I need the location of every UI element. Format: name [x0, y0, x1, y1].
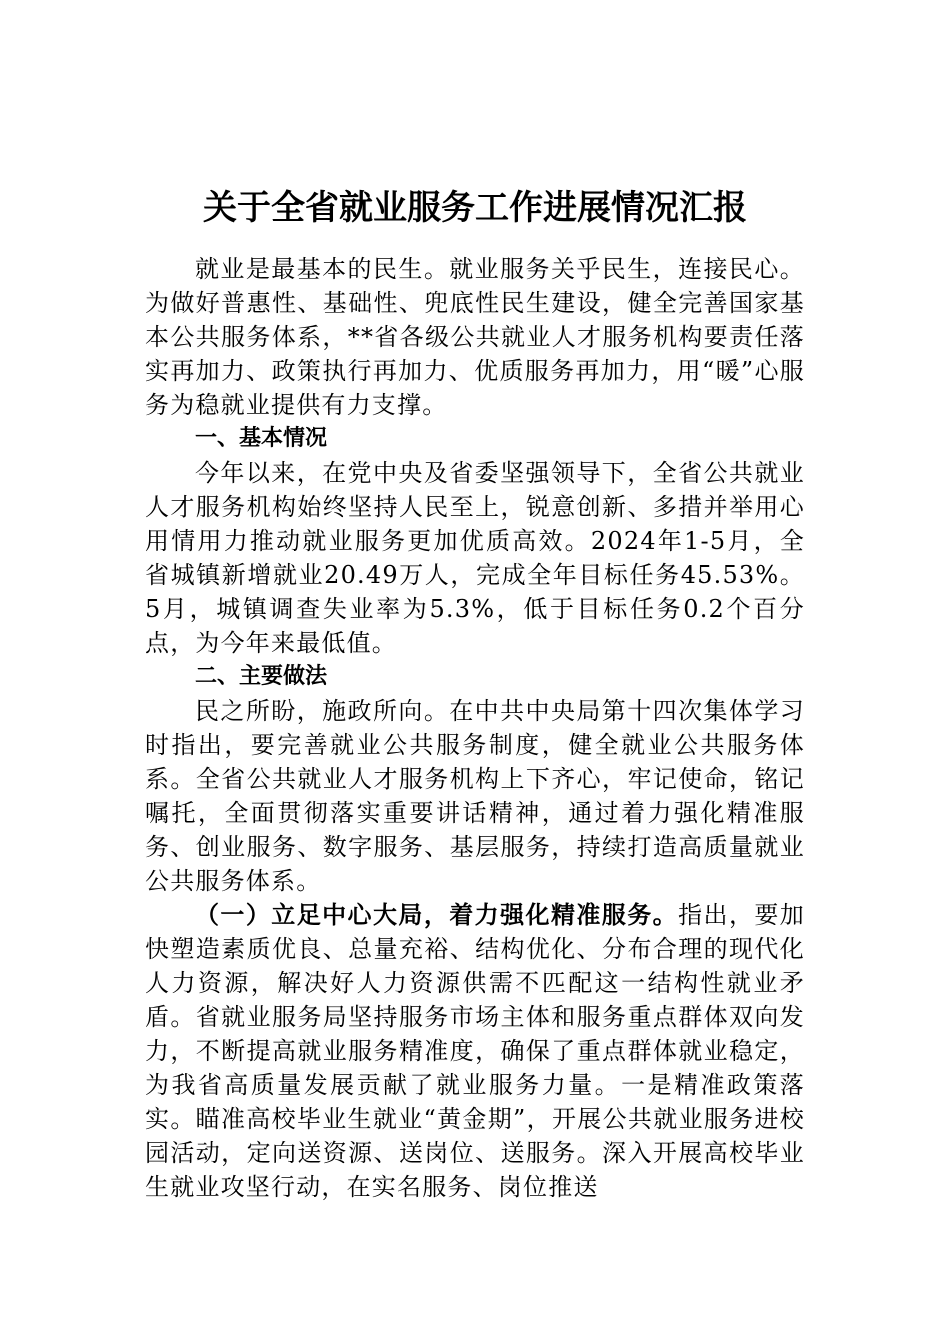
intro-paragraph: 就业是最基本的民生。就业服务关乎民生，连接民心。为做好普惠性、基础性、兜底性民生建设，健全完善国家基本公共服务体系，**省各级公共就业人才服务机构要责任落实再加力、政策执行再加力、优质服务再加力，用“暖”心服务为稳就业提供有力支撑。	[145, 255, 805, 419]
section-heading-main-practices: 二、主要做法	[195, 664, 328, 689]
basic-situation-paragraph: 今年以来，在党中央及省委坚强领导下，全省公共就业人才服务机构始终坚持人民至上，锐意创新、多措并举用心用情用力推动就业服务更加优质高效。2024年1-5月，全省城镇新增就业20.49万人，完成全年目标任务45.53%。5月，城镇调查失业率为5.3%，低于目标任务0.2个百分点，为今年来最低值。	[145, 459, 805, 657]
subsection-lead-precision-service: （一）立足中心大局，着力强化精准服务。	[195, 900, 679, 929]
main-practices-paragraph: 民之所盼，施政所向。在中共中央局第十四次集体学习时指出，要完善就业公共服务制度，健全就业公共服务体系。全省公共就业人才服务机构上下齐心，牢记使命，铭记嘱托，全面贯彻落实重要讲话精神，通过着力强化精准服务、创业服务、数字服务、基层服务，持续打造高质量就业公共服务体系。	[145, 697, 805, 895]
section-heading-basic-situation: 一、基本情况	[195, 426, 328, 451]
document-title: 关于全省就业服务工作进展情况汇报	[203, 187, 747, 228]
document-body	[145, 252, 805, 1204]
subsection-paragraph-precision-service	[145, 898, 805, 1204]
subsection-text-precision-service: 指出，要加快塑造素质优良、总量充裕、结构优化、分布合理的现代化人力资源，解决好人力资源供需不匹配这一结构性就业矛盾。省就业服务局坚持服务市场主体和服务重点群体双向发力，不断提高就业服务精准度，确保了重点群体就业稳定，为我省高质量发展贡献了就业服务力量。一是精准政策落实。瞄准高校毕业生就业“黄金期”，开展公共就业服务进校园活动，定向送资源、送岗位、送服务。深入开展高校毕业生就业攻坚行动，在实名服务、岗位推送	[145, 901, 805, 1201]
